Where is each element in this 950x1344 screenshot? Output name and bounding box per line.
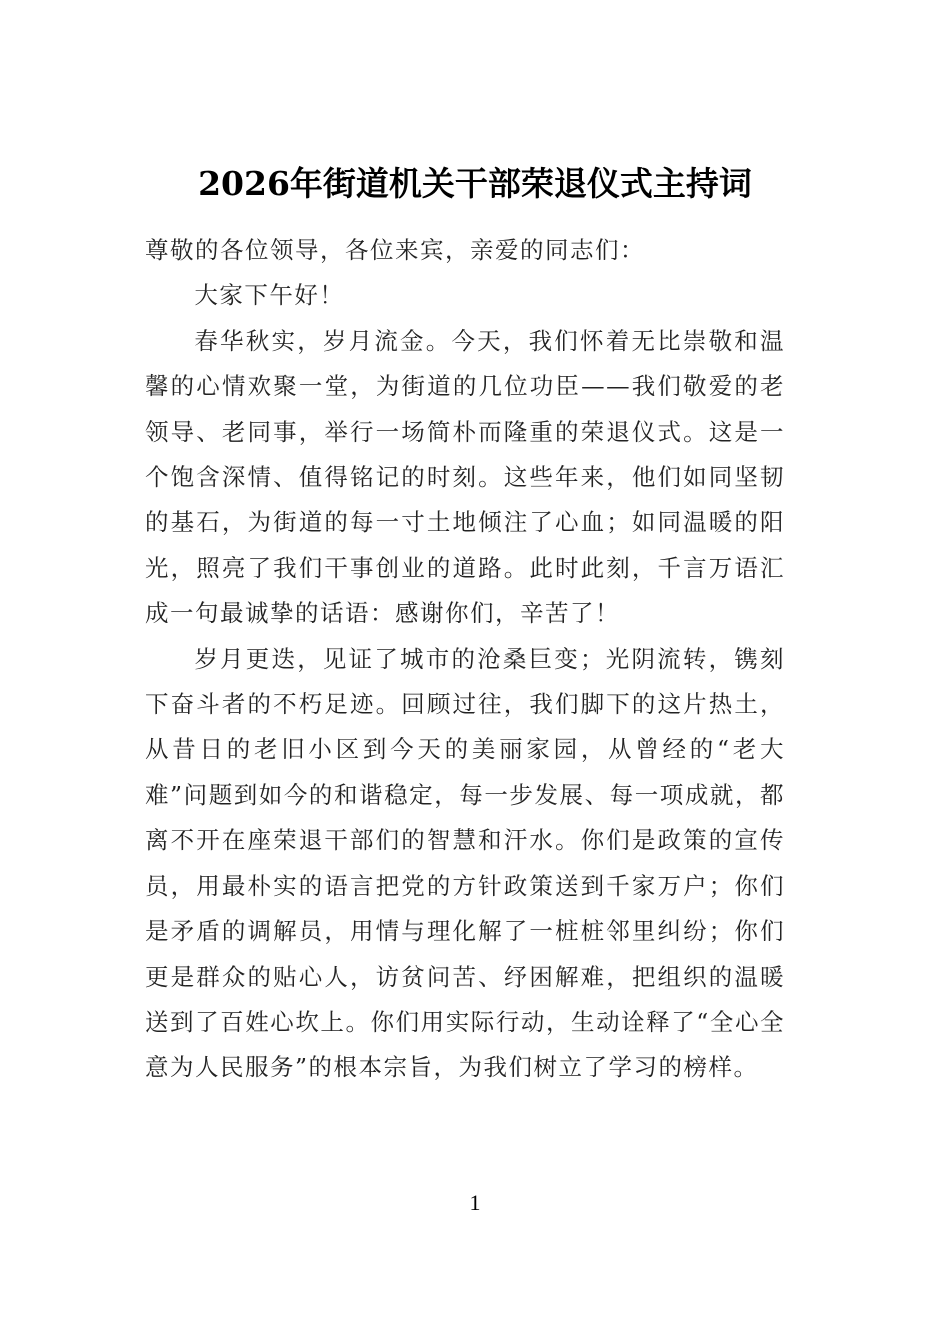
- paragraph-review: 岁月更迭，见证了城市的沧桑巨变；光阴流转，镌刻下奋斗者的不朽足迹。回顾过往，我们脚下的这片热土，从昔日的老旧小区到今天的美丽家园，从曾经的“老大难”问题到如今的和谐稳定，每一步发展、每一项成就，都离不开在座荣退干部们的智慧和汗水。你们是政策的宣传员，用最朴实的语言把党的方针政策送到千家万户；你们是矛盾的调解员，用情与理化解了一桩桩邻里纠纷；你们更是群众的贴心人，访贫问苦、纾困解难，把组织的温暖送到了百姓心坎上。你们用实际行动，生动诠释了“全心全意为人民服务”的根本宗旨，为我们树立了学习的榜样。: [145, 644, 785, 1082]
- document-body: [145, 228, 785, 1091]
- paragraph-greeting: 大家下午好！: [194, 281, 345, 310]
- document-title: 2026年街道机关干部荣退仪式主持词: [198, 164, 752, 203]
- salutation: 尊敬的各位领导，各位来宾，亲爱的同志们：: [145, 236, 645, 264]
- paragraph-opening: 春华秋实，岁月流金。今天，我们怀着无比崇敬和温馨的心情欢聚一堂，为街道的几位功臣——我们敬爱的老领导、老同事，举行一场简朴而隆重的荣退仪式。这是一个饱含深情、值得铭记的时刻。这些年来，他们如同坚韧的基石，为街道的每一寸土地倾注了心血；如同温暖的阳光，照亮了我们干事创业的道路。此时此刻，千言万语汇成一句最诚挚的话语：感谢你们，辛苦了！: [145, 326, 785, 628]
- page-number: 1: [469, 1190, 481, 1215]
